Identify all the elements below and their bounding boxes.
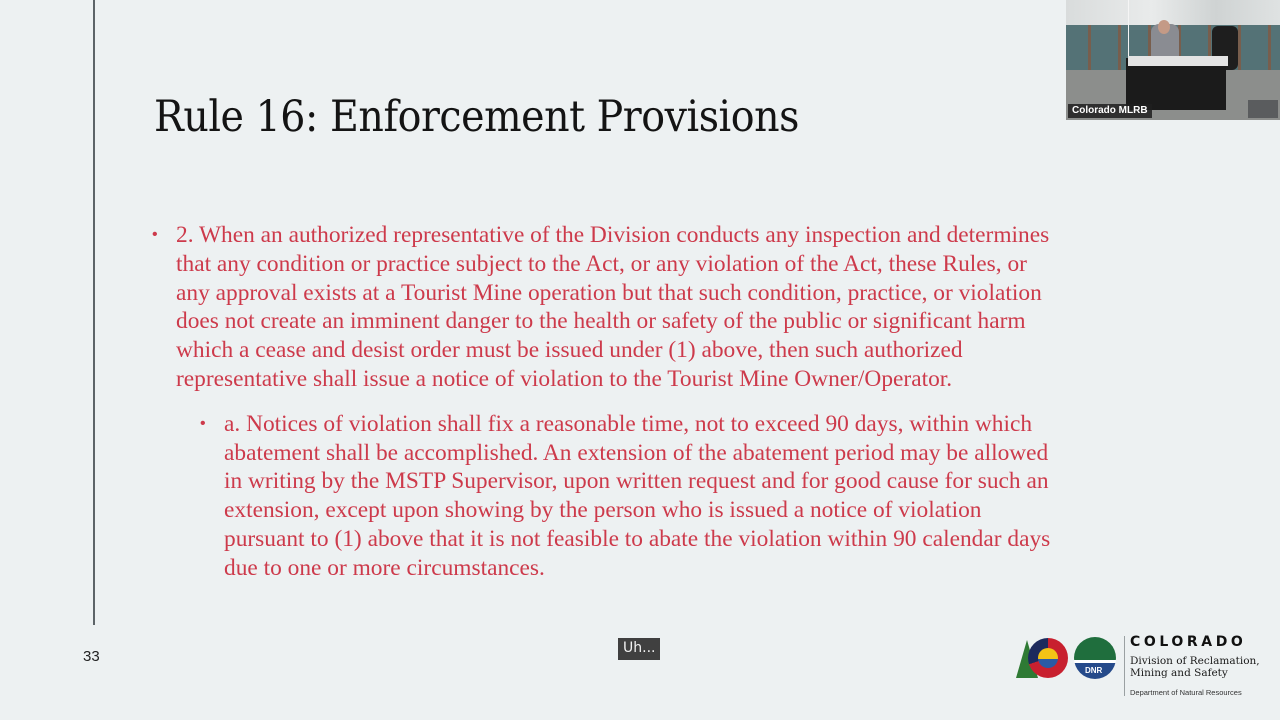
- logo-department: Department of Natural Resources: [1130, 688, 1242, 697]
- dnr-badge-text: DNR: [1085, 666, 1103, 675]
- bullet-text: 2. When an authorized representative of the Division conducts any inspection and determines that any condition or practice subject to the Act, or any violation of the Act, these Rules, or any approval exists at a Tourist Mine operation but that such condition, practice, or violation does not create an imminent danger to the health or safety of the public or significant harm which a cease and desist order must be issued under (1) above, then such authorized representative shall issue a notice of violation to the Tourist Mine Owner/Operator.: [176, 222, 1050, 392]
- video-feed-thumbnail[interactable]: [1066, 0, 1280, 120]
- bullet-item-level2: [200, 410, 1062, 583]
- slide-body: [152, 221, 1062, 583]
- logo-divider: [1124, 636, 1125, 696]
- video-desk-top: [1128, 56, 1228, 66]
- colorado-drms-logo: [1014, 634, 1274, 700]
- logo-division-line1: Division of Reclamation,: [1130, 655, 1260, 667]
- bullet-text: a. Notices of violation shall fix a reasonable time, not to exceed 90 days, within which abatement shall be accomplished. An extension of the abatement period may be allowed in writing by the MSTP Supervisor, upon written request and for good cause for such an extension, except upon showing by the person who is issued a notice of violation pursuant to (1) above that it is not feasible to abate the violation within 90 calendar days due to one or more circumstances.: [224, 410, 1051, 581]
- video-mini-preview: [1248, 100, 1278, 118]
- slide-number: 33: [83, 648, 100, 665]
- mountain-sun-icon: [1038, 648, 1058, 668]
- logo-division-name: [1130, 655, 1260, 679]
- video-participant-label: Colorado MLRB: [1068, 104, 1152, 118]
- logo-state-name: COLORADO: [1130, 634, 1247, 650]
- bullet-item-level1: [152, 221, 1062, 394]
- video-speaker-head: [1158, 20, 1170, 34]
- slide-title: Rule 16: Enforcement Provisions: [154, 92, 799, 142]
- logo-division-line2: Mining and Safety: [1130, 667, 1228, 679]
- bullet-icon: •: [200, 414, 206, 432]
- slide-left-divider: [93, 0, 95, 625]
- bullet-icon: •: [152, 226, 158, 243]
- live-caption: Uh...: [618, 638, 660, 660]
